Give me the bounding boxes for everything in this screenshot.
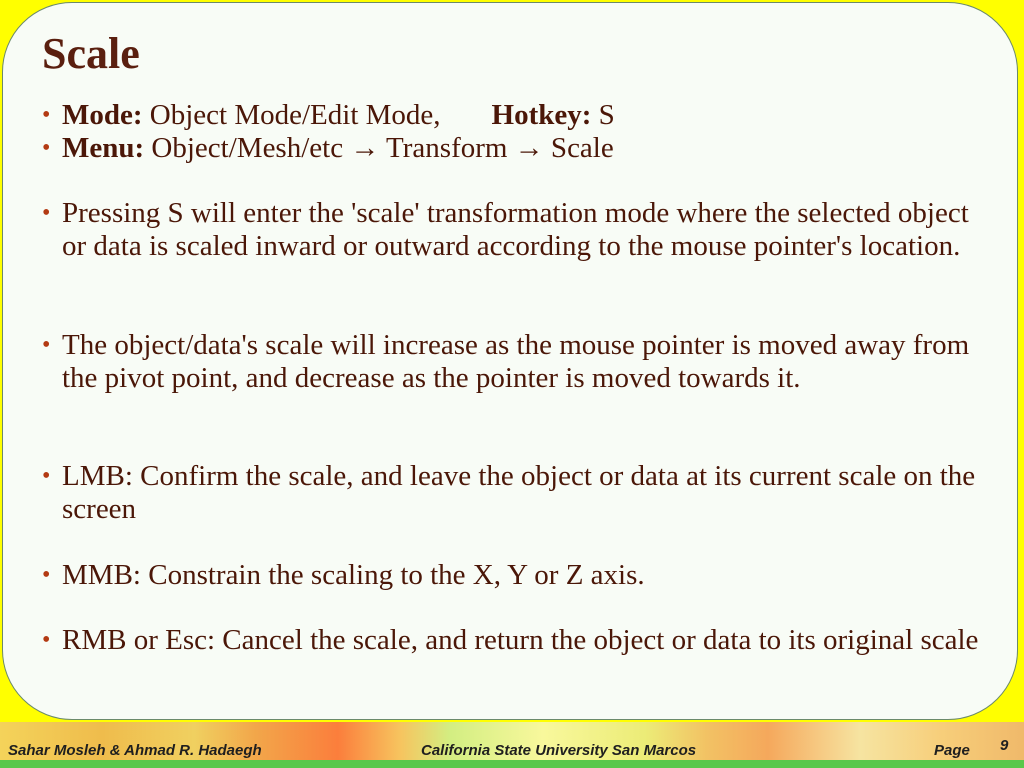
bullet-mode-hotkey (42, 99, 992, 132)
bullet-text: LMB: Confirm the scale, and leave the object or data at its current scale on the screen (62, 460, 976, 525)
bullet-marker: • (42, 135, 51, 161)
bullet-marker: • (42, 562, 51, 588)
footer-university: California State University San Marcos (421, 742, 697, 759)
footer-authors: Sahar Mosleh & Ahmad R. Hadaegh (8, 742, 262, 759)
footer-page-number: 9 (1000, 737, 1009, 754)
bullet-scale-increase (42, 329, 992, 395)
bullet-lmb (42, 460, 992, 526)
bullet-mmb (42, 559, 992, 592)
bullet-marker: • (42, 627, 51, 653)
hotkey-label: Hotkey: (491, 99, 592, 131)
bullet-text: MMB: Constrain the scaling to the X, Y or Z axis. (62, 559, 645, 591)
menu-text: Object/Mesh/etc → Transform → Scale (151, 132, 614, 164)
bullet-marker: • (42, 463, 51, 489)
slide-title: Scale (42, 29, 140, 78)
bullet-text: The object/data's scale will increase as the mouse pointer is moved away from the pivot point, and decrease as the pointer is moved towards it. (62, 329, 970, 394)
footer-page-label: Page (934, 742, 970, 759)
mode-text: Object Mode/Edit Mode, (149, 99, 441, 131)
bullet-text: Pressing S will enter the 'scale' transformation mode where the selected object or data is scaled inward or outward according to the mouse pointer's location. (62, 197, 969, 262)
bullet-rmb-esc (42, 624, 992, 657)
bullet-marker: • (42, 332, 51, 358)
mode-label: Mode: (62, 99, 143, 131)
bullet-text: RMB or Esc: Cancel the scale, and return the object or data to its original scale (62, 624, 979, 656)
bullet-menu-path (42, 132, 992, 165)
bullet-marker: • (42, 200, 51, 226)
bullet-pressing-s (42, 197, 992, 263)
menu-label: Menu: (62, 132, 145, 164)
bullet-marker: • (42, 102, 51, 128)
hotkey-text: S (598, 99, 615, 131)
